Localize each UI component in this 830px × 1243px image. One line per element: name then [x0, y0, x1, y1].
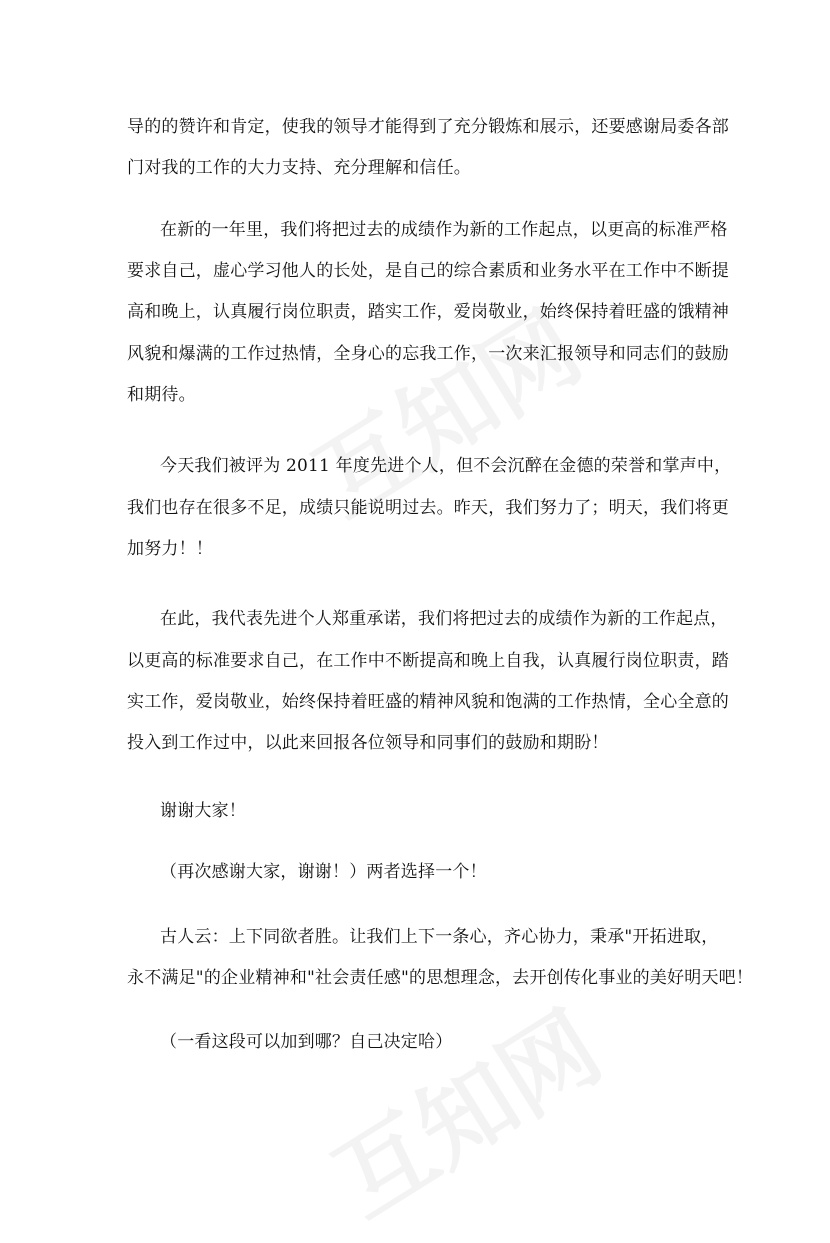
paragraph-2-line-2: 要求自己，虚心学习他人的长处，是自己的综合素质和业务水平在工作中不断提: [127, 261, 729, 281]
paragraph-1-line-1: 导的的赞许和肯定，使我的领导才能得到了充分锻炼和展示，还要感谢局委各部: [127, 117, 729, 137]
paragraph-4-line-4: 投入到工作过中，以此来回报各位领导和同事们的鼓励和期盼！: [127, 733, 609, 753]
paragraph-4-line-1: 在此，我代表先进个人郑重承诺，我们将把过去的成绩作为新的工作起点，: [160, 609, 728, 629]
paragraph-2-line-4: 风貌和爆满的工作过热情，全身心的忘我工作，一次来汇报领导和同志们的鼓励: [127, 344, 729, 364]
paragraph-2-line-5: 和期待。: [127, 385, 196, 405]
quote-paragraph-line-2: 永不满足"的企业精神和"社会责任感"的思想理念，去开创传化事业的美好明天吧！: [127, 968, 754, 988]
paragraph-4-line-2: 以更高的标准要求自己，在工作中不断提高和晚上自我，认真履行岗位职责，踏: [127, 651, 729, 671]
watermark-2: [306, 974, 623, 1243]
paragraph-2-line-3: 高和晚上，认真履行岗位职责，踏实工作，爱岗敬业，始终保持着旺盛的饿精神: [127, 302, 729, 322]
choice-note-line: （再次感谢大家，谢谢！）两者选择一个！: [160, 862, 487, 882]
closing-note-line: （一看这段可以加到哪？自己决定哈）: [160, 1032, 453, 1052]
paragraph-4-line-3: 实工作，爱岗敬业，始终保持着旺盛的精神风貌和饱满的工作热情，全心全意的: [127, 692, 729, 712]
paragraph-3-line-2: 我们也存在很多不足，成绩只能说明过去。昨天，我们努力了；明天，我们将更: [127, 498, 729, 518]
thanks-line: 谢谢大家！: [160, 801, 246, 821]
paragraph-1-line-2: 门对我的工作的大力支持、充分理解和信任。: [127, 158, 471, 178]
quote-paragraph-line-1: 古人云：上下同欲者胜。让我们上下一条心，齐心协力，秉承"开拓进取，: [160, 927, 719, 947]
paragraph-3-line-3: 加努力！！: [127, 539, 213, 559]
paragraph-2-line-1: 在新的一年里，我们将把过去的成绩作为新的工作起点，以更高的标准严格: [160, 220, 728, 240]
paragraph-3-line-1: 今天我们被评为 2011 年度先进个人，但不会沉醉在金德的荣誉和掌声中，: [160, 456, 732, 476]
